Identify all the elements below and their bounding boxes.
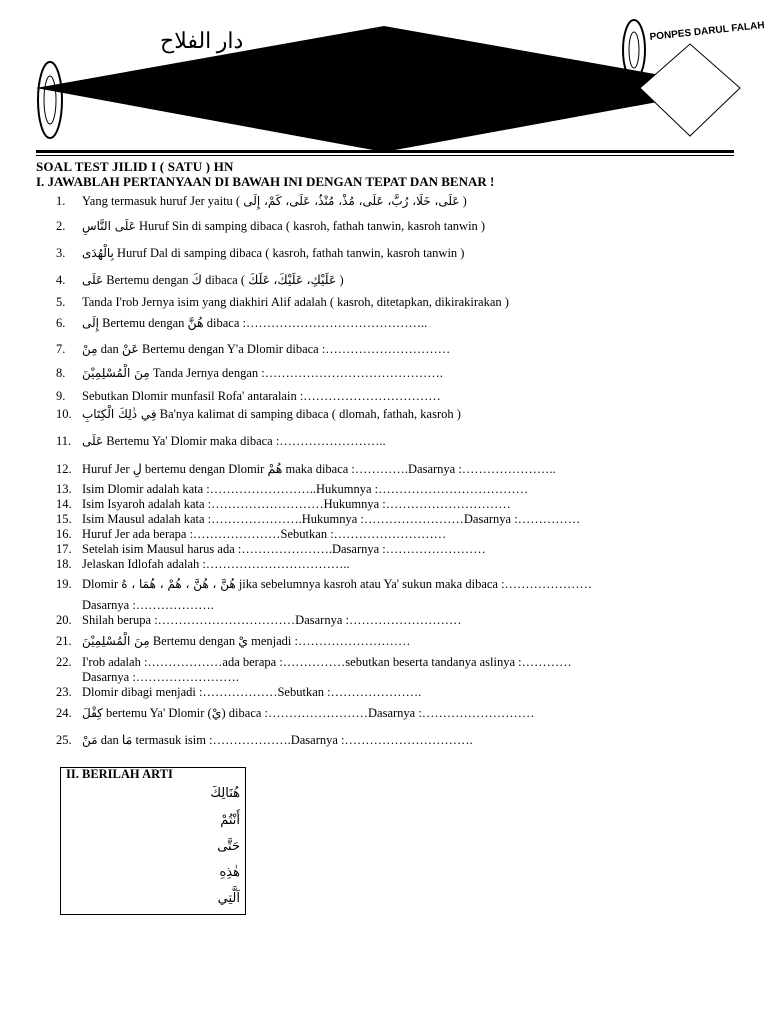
question-9 — [56, 389, 441, 404]
question-text: Isim Dlomir adalah kata :……………………..Hukumnya :……………………………… — [82, 482, 529, 496]
question-6 — [56, 315, 427, 331]
arabic-phrase: مِنَ الْمُسْلِمِيْنَ — [82, 634, 150, 648]
arabic-title-left: دار الفلاح — [160, 28, 244, 53]
question-2 — [56, 219, 485, 234]
question-text: Dlomir — [82, 577, 119, 591]
question-25 — [56, 732, 473, 748]
svg-text:PONPES DARUL FALAH: PONPES DARUL FALAH — [649, 19, 766, 43]
question-number: 14. — [56, 497, 72, 511]
question-text-after: dan عَنْ Bertemu dengan Y'a Dlomir dibaca :………………………… — [100, 342, 451, 356]
letterhead — [0, 0, 768, 160]
question-text-after: dan مَا termasuk isim :……………….Dasarnya :…………………………. — [100, 733, 473, 747]
arabic-phrase: عَلَى النَّاسِ — [82, 219, 136, 233]
question-text-after: Huruf Dal di samping dibaca ( kasroh, fathah tanwin, kasroh tanwin ) — [117, 246, 465, 260]
question-11 — [56, 434, 386, 449]
logo-right — [620, 10, 766, 130]
question-text-after: Tanda Jernya dengan :……………………………………. — [152, 366, 443, 380]
question-21 — [56, 633, 411, 649]
question-5 — [56, 295, 509, 310]
question-text: Tanda I'rob Jernya isim yang diakhiri Alif adalah ( kasroh, ditetapkan, dikirakirakan ) — [82, 295, 509, 309]
section-1-instruction: I. JAWABLAH PERTANYAAN DI BAWAH INI DENGAN TEPAT DAN BENAR ! — [36, 174, 495, 189]
question-text-after: jika sebelumnya kasroh atau Ya' sukun maka dibaca :………………… — [238, 577, 593, 591]
question-text: Huruf Jer لِ bertemu dengan Dlomir هُمْ maka dibaca :………….Dasarnya :………………….. — [82, 462, 556, 476]
question-number: 25. — [56, 733, 72, 747]
question-3 — [56, 246, 464, 261]
question-4 — [56, 272, 344, 288]
question-text: Dlomir dibagi menjadi :………………Sebutkan :…………………. — [82, 685, 422, 699]
question-number: 22. — [56, 655, 72, 669]
question-23 — [56, 685, 421, 700]
q19-continuation: Dasarnya :………………. — [82, 598, 214, 612]
question-20 — [56, 613, 461, 628]
arti-word-4: هٰذِهِ — [219, 865, 240, 880]
question-text: Huruf Jer ada berapa :…………………Sebutkan :……………………… — [82, 527, 447, 541]
question-text: Setelah isim Mausul harus ada :………………….Dasarnya :…………………… — [82, 542, 486, 556]
question-number: 23. — [56, 685, 72, 699]
header-rule-thick — [36, 150, 734, 153]
question-number: 2. — [56, 219, 66, 233]
arabic-phrase: مَنْ — [82, 733, 98, 747]
question-text: Jelaskan Idlofah adalah :…………………………….. — [82, 557, 350, 571]
question-text: Isim Isyaroh adalah kata :………………………Hukumnya :………………………… — [82, 497, 511, 511]
question-22 — [56, 655, 572, 670]
arabic-phrase: عَلَى — [82, 273, 104, 287]
document-title: SOAL TEST JILID I ( SATU ) HN — [36, 159, 234, 174]
question-number: 7. — [56, 342, 66, 356]
question-number: 19. — [56, 577, 72, 591]
arabic-phrase: فِي ذٰلِكَ الْكِتَابِ — [82, 407, 157, 421]
question-text: Isim Mausul adalah kata :………………….Hukumnya :……………………Dasarnya :…………… — [82, 512, 581, 526]
arabic-phrase: عَلَى — [82, 434, 104, 448]
question-text-after: bertemu Ya' Dlomir (يْ) dibaca :……………………Dasarnya :……………………… — [106, 706, 535, 720]
arti-word-5: اَلَّتِي — [217, 891, 240, 906]
question-19 — [56, 577, 592, 592]
arabic-phrase: إِلَى — [82, 316, 99, 330]
question-text: I'rob adalah :………………ada berapa :……………sebutkan beserta tandanya aslinya :………… — [82, 655, 572, 669]
header-rule-thin — [36, 155, 734, 156]
arabic-phrase: مِنَ الْمُسْلِمِيْنَ — [82, 366, 150, 380]
question-number: 1. — [56, 194, 66, 208]
question-number: 6. — [56, 316, 66, 330]
question-17 — [56, 542, 486, 557]
arti-word-1: هُنَالِكَ — [210, 786, 240, 801]
question-1 — [56, 194, 467, 209]
question-number: 21. — [56, 634, 72, 648]
question-number: 10. — [56, 407, 72, 421]
question-13 — [56, 482, 528, 497]
question-text-after: Bertemu dengan هُنَّ dibaca :…………………………………….. — [102, 316, 428, 330]
question-number: 24. — [56, 706, 72, 720]
question-24 — [56, 705, 534, 721]
question-text-after: Bertemu dengan كَ dibaca ( عَلَيْكِ، عَلَيْكَ، عَلَكَ ) — [106, 273, 344, 287]
question-number: 5. — [56, 295, 66, 309]
question-number: 15. — [56, 512, 72, 526]
question-number: 20. — [56, 613, 72, 627]
question-number: 13. — [56, 482, 72, 496]
question-8 — [56, 366, 443, 381]
question-text-after: Bertemu Ya' Dlomir maka dibaca :…………………….. — [106, 434, 386, 448]
question-15 — [56, 512, 580, 527]
question-text-after: Ba'nya kalimat di samping dibaca ( dlomah, fathah, kasroh ) — [159, 407, 461, 421]
arti-word-2: أَنْتُمْ — [220, 813, 240, 828]
question-10 — [56, 407, 461, 422]
arabic-phrase: كِفْلَ — [82, 706, 103, 720]
question-number: 8. — [56, 366, 66, 380]
question-number: 17. — [56, 542, 72, 556]
question-number: 12. — [56, 462, 72, 476]
question-text: Shilah berupa :……………………………Dasarnya :……………………… — [82, 613, 462, 627]
arabic-phrase: عَلَى، خَلَا، رُبَّ، عَلَى، مُذْ، مُنْذُ، عَلَى، كَمْ، إِلَى — [243, 194, 460, 208]
arabic-phrase: مِنْ — [82, 342, 98, 356]
question-7 — [56, 341, 450, 357]
question-14 — [56, 497, 511, 512]
question-number: 11. — [56, 434, 72, 448]
arabic-phrase: هُنَّ ، هُنَّ ، هُمْ ، هُمَا ، هُ — [121, 577, 236, 591]
logo-left — [36, 58, 64, 142]
question-number: 4. — [56, 273, 66, 287]
question-18 — [56, 557, 350, 572]
question-16 — [56, 527, 446, 542]
question-number: 16. — [56, 527, 72, 541]
question-text: Yang termasuk huruf Jer yaitu ( — [82, 194, 241, 208]
arabic-phrase: بِالْهُدَى — [82, 246, 114, 260]
question-text-after: Bertemu dengan يْ menjadi :……………………… — [152, 634, 411, 648]
q22-continuation: Dasarnya :……………………. — [82, 670, 239, 684]
question-12 — [56, 461, 556, 477]
question-number: 18. — [56, 557, 72, 571]
question-text: Sebutkan Dlomir munfasil Rofa' antaralain :…………………………… — [82, 389, 441, 403]
section-2-title: II. BERILAH ARTI — [66, 767, 173, 781]
question-number: 3. — [56, 246, 66, 260]
question-text-after: ) — [462, 194, 467, 208]
question-text-after: Huruf Sin di samping dibaca ( kasroh, fathah tanwin, kasroh tanwin ) — [139, 219, 486, 233]
arti-word-3: حَتَّى — [217, 839, 240, 854]
question-number: 9. — [56, 389, 66, 403]
